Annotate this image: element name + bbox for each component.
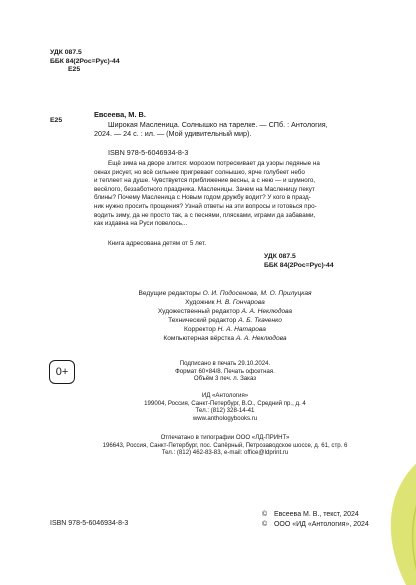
bbk-code: ББК 84(2Рос=Рус)-44 xyxy=(264,261,334,269)
copyright-block xyxy=(262,510,369,530)
publisher-phone: Тел.: (812) 328-14-41 xyxy=(195,407,255,415)
imprint-block xyxy=(94,360,356,383)
publisher-site: www.anthologybooks.ru xyxy=(192,414,258,422)
credit-role: Корректор xyxy=(184,326,216,333)
biblio-line: Широкая Масленица. Солнышко на тарелке. — СПб. : Антология, xyxy=(108,120,328,129)
credit-role: Компьютерная вёрстка xyxy=(163,335,235,342)
credit-role: Ведущие редакторы xyxy=(138,290,201,297)
credit-role: Художник xyxy=(185,299,215,306)
credit-row xyxy=(94,298,356,307)
imprint-signed: Подписано в печать 29.10.2024. xyxy=(179,360,271,367)
age-rating-badge: 0+ xyxy=(49,360,75,384)
bibliographic-description xyxy=(94,120,356,138)
printer-contacts: Тел.: (812) 462-83-83, e-mail: office@ldprint.ru xyxy=(161,449,289,457)
bbk-code: ББК 84(2Рос=Рус)-44 xyxy=(50,57,120,65)
annotation-line: водить зиму, да не просто так, а с песнями, плясками, играми да забавами, xyxy=(94,211,316,219)
annotation-line: окнах рисует, но всё сильнее пригревает солнышко, ярче голубеет небо xyxy=(94,168,305,176)
author-sign: E25 xyxy=(50,117,63,124)
publisher-block xyxy=(94,392,356,422)
publisher-name: ИД «Антология» xyxy=(201,392,249,399)
copyright-icon: © xyxy=(262,511,268,518)
credit-name: О. И. Подосенова, М. О. Прилуцкая xyxy=(202,290,312,297)
author-name: Евсеева, М. В. xyxy=(94,110,146,119)
credit-role: Художественный редактор xyxy=(157,308,240,315)
imprint-format: Формат 60×84/8. Печать офсетная. xyxy=(175,367,275,375)
annotation-line: весёлого, беззаботного праздника. Масленицы. Зачем на Масленицу пекут xyxy=(94,185,315,193)
age-note: Книга адресована детям от 5 лет. xyxy=(108,240,206,247)
publisher-address: 199004, Россия, Санкт-Петербург, В.О., Средний пр., д. 4 xyxy=(144,399,306,407)
udk-code: УДК 087.5 xyxy=(50,49,82,56)
udk-code: УДК 087.5 xyxy=(264,253,296,260)
imprint-volume: Объём 3 печ. л. Заказ xyxy=(193,375,257,383)
credit-row xyxy=(94,307,356,316)
printer-block xyxy=(94,434,356,457)
annotation-line: Ещё зима на дворе злится: морозом потрескивает да узоры ледяные на xyxy=(108,160,320,167)
author-code: E25 xyxy=(68,66,81,74)
credit-row xyxy=(94,289,356,298)
copyright-icon: © xyxy=(262,521,268,528)
credits-list xyxy=(94,289,356,343)
credit-role: Технический редактор xyxy=(168,317,237,324)
copyright-text: Евсеева М. В., текст, 2024 xyxy=(273,511,359,518)
credit-row xyxy=(94,334,356,343)
isbn-record: ISBN 978-5-6046934-8-3 xyxy=(108,148,189,157)
credit-name: А. А. Неклюдова xyxy=(235,335,287,342)
credit-name: А. Б. Ткаченко xyxy=(238,317,282,324)
classification-block-right xyxy=(264,253,334,270)
classification-block-top xyxy=(50,49,120,75)
credit-row xyxy=(94,316,356,325)
annotation-line: ник нужно просить прощения? Узнай ответы на эти вопросы и готовься про- xyxy=(94,202,317,210)
credit-name: Н. А. Натарова xyxy=(217,326,266,333)
leaf-shape xyxy=(391,455,416,585)
annotation-line: блины? Почему Масленица с Новым годом дружбу водит? У кого в празд- xyxy=(94,194,311,202)
copyright-line xyxy=(262,510,369,520)
annotation xyxy=(94,160,356,229)
biblio-line: 2024. — 24 с. : ил. — (Мой удивительный мир). xyxy=(94,129,252,138)
credit-name: А. А. Неклюдова xyxy=(241,308,293,315)
printer-address: 196643, Россия, Санкт-Петербург, пос. Сапёрный, Петрозаводское шоссе, д. 61, стр. 6 xyxy=(102,441,348,449)
credit-row xyxy=(94,325,356,334)
annotation-line: и теплеет на душе. Чувствуется приближение весны, а с нею — и шумного, xyxy=(94,177,316,185)
credit-name: Н. В. Гончарова xyxy=(216,299,265,306)
printer-name: Отпечатано в типографии ООО «ЛД-ПРИНТ» xyxy=(160,434,290,441)
isbn-footer: ISBN 978-5-6046934-8-3 xyxy=(50,520,129,527)
leaf-decoration-icon xyxy=(366,455,416,585)
annotation-line: как издавна на Руси повелось... xyxy=(94,220,188,228)
copyright-text: ООО «ИД «Антология», 2024 xyxy=(273,521,369,528)
copyright-line xyxy=(262,520,369,530)
